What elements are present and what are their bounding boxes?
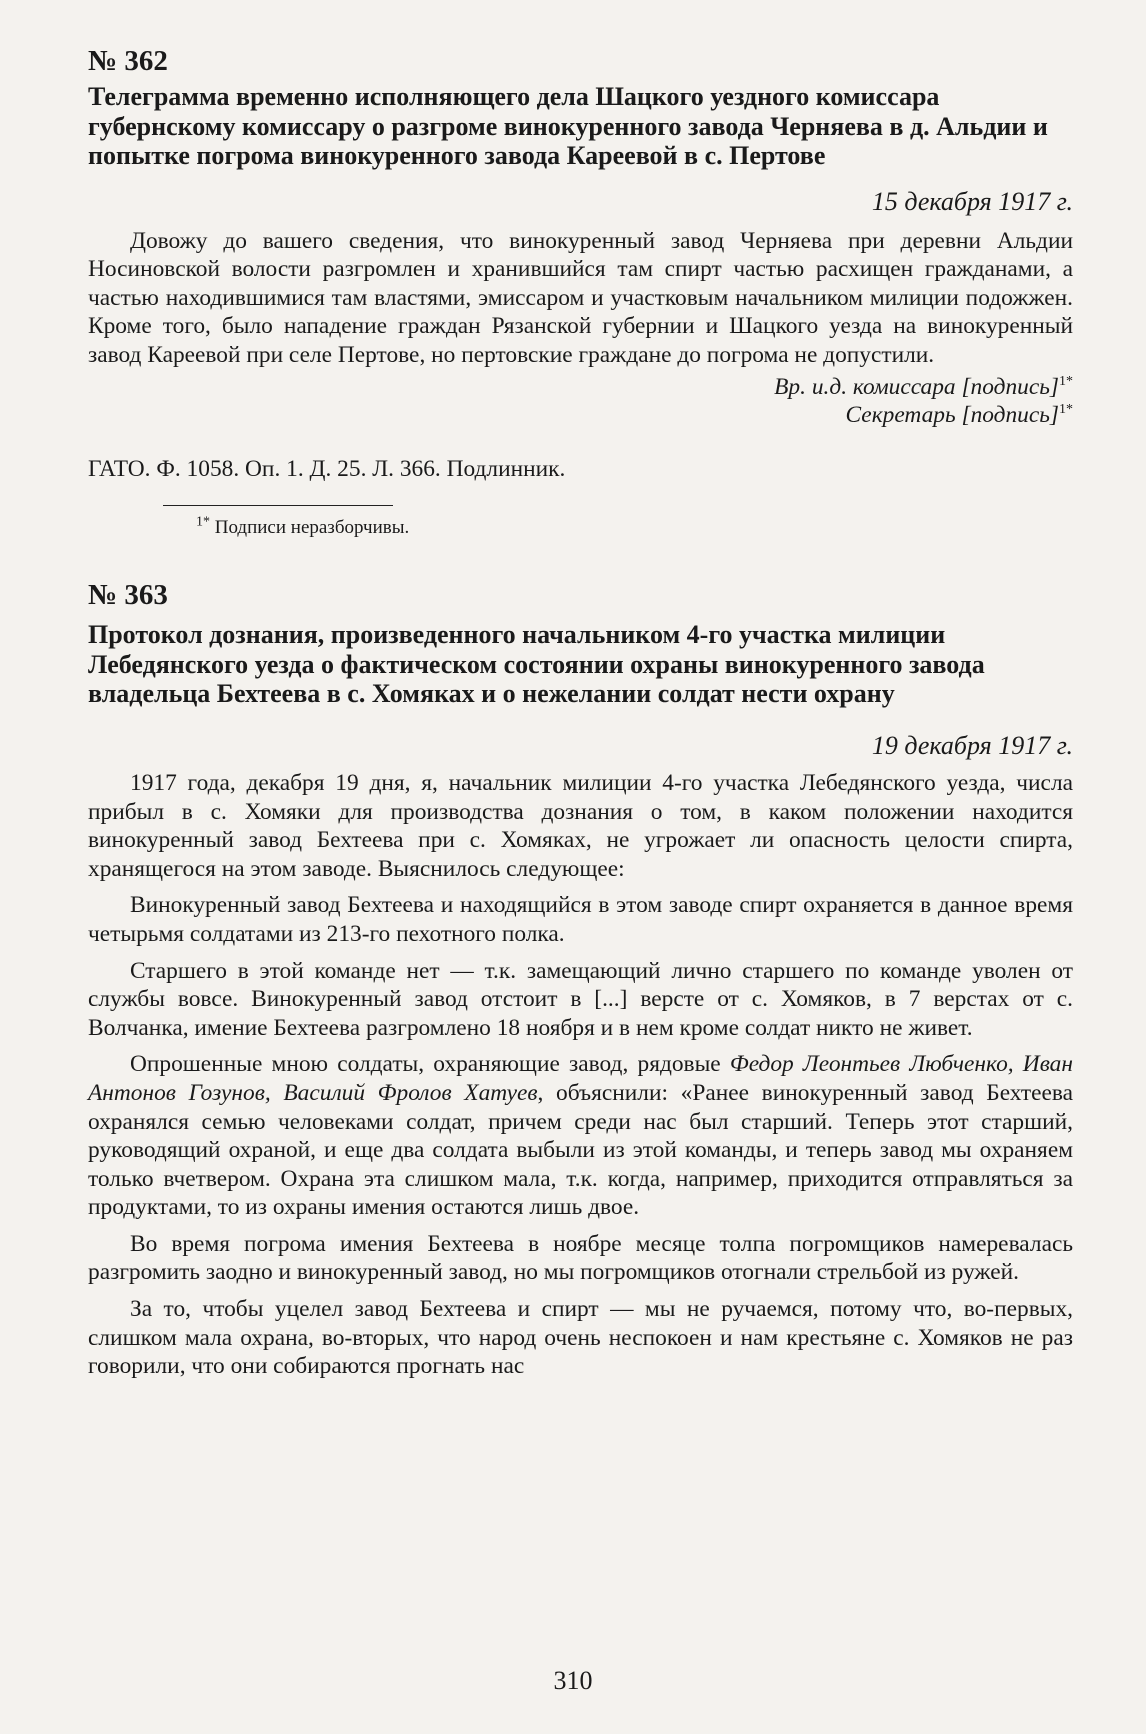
document-date: 15 декабря 1917 г. xyxy=(871,186,1073,216)
paragraph-1: 1917 года, декабря 19 дня, я, начальник милиции 4-го участка Лебедянского уезда, числа прибыл в с. Хомяки для производства дознания о том, в каком положении находится винокуренный завод Бехтеева при с. Хомяках, не угрожает ли опасность целости спирта, хранящегося на этом заводе. Выяснилось следующее: xyxy=(88,769,1073,882)
footnote xyxy=(196,516,1073,540)
document-number: № 362 xyxy=(88,45,168,77)
signature-commissar xyxy=(88,373,1073,401)
paragraph-5: Во время погрома имения Бехтеева в ноябре месяце толпа погромщиков намеревалась разгромить заодно и винокуренный завод, но мы погромщиков отогнали стрельбой из ружей. xyxy=(88,1230,1073,1286)
page-number: 310 xyxy=(553,1666,593,1695)
document-number: № 363 xyxy=(88,579,168,612)
document-date: 19 декабря 1917 г. xyxy=(871,730,1073,760)
paragraph-3: Старшего в этой команде нет — т.к. замещающий лично старшего по команде уволен от службы вовсе. Винокуренный завод отстоит в [...] версте от с. Хомяков, в 7 верстах от с. Волчанка, имение Бехтеева разгромлено 18 ноября и в нем кроме солдат никто не живет. xyxy=(88,957,1073,1041)
footnote-mark: 1* xyxy=(196,515,210,531)
paragraph-4 xyxy=(88,1050,1073,1222)
footnote-text: Подписи неразборчивы. xyxy=(214,517,410,539)
paragraph-4-start: Опрошенные мною солдаты, охраняющие завод, рядовые xyxy=(130,1051,730,1078)
document-body: Довожу до вашего сведения, что винокуренный завод Черняева при деревни Альдии Носиновской волости разгромлен и хранившийся там спирт частью расхищен гражданами, а частью находившимися там властями, эмиссаром и участковым начальником милиции подожжен. Кроме того, было нападение граждан Рязанской губернии и Шацкого уезда на винокуренный завод Кареевой при селе Пертове, но пертовские граждане до погрома не допустили. xyxy=(88,227,1073,368)
paragraph-6: За то, чтобы уцелел завод Бехтеева и спирт — мы не ручаемся, потому что, во-первых, слишком мала охрана, во-вторых, что народ очень неспокоен и нам крестьяне с. Хомяков не раз говорили, что они собираются прогнать нас xyxy=(88,1296,1073,1380)
signature-secretary-mark: 1* xyxy=(1059,402,1073,418)
soldier-names: Федор Леонтьев Любченко, Иван Антонов Гозунов, Василий Фролов Хатуев xyxy=(88,1051,1073,1106)
paragraph-4-end: , объяснили: «Ранее винокуренный завод Бехтеева охранялся семью человеками солдат, причем среди нас был старший. Теперь этот старший, руководящий охраной, и еще два солдата выбыли из этой команды, и теперь завод мы охраняем только вчетвером. Охрана эта слишком мала, т.к. когда, например, приходится отправляться за продуктами, то из охраны имения остаются лишь двое. xyxy=(88,1079,1073,1221)
paragraph-2: Винокуренный завод Бехтеева и находящийся в этом заводе спирт охраняется в данное время четырьмя солдатами из 213-го пехотного полка. xyxy=(88,892,1073,947)
signature-commissar-text: Вр. и.д. комиссара [подпись] xyxy=(774,374,1059,401)
archive-source: ГАТО. Ф. 1058. Оп. 1. Д. 25. Л. 366. Подлинник. xyxy=(88,456,566,483)
signature-secretary xyxy=(88,401,1073,429)
signature-secretary-text: Секретарь [подпись] xyxy=(845,402,1059,429)
document-363 xyxy=(88,578,1073,1380)
page-content xyxy=(88,44,1073,1381)
document-362 xyxy=(88,44,1073,540)
document-title: Телеграмма временно исполняющего дела Шацкого уездного комиссара губернскому комиссару о разгроме винокуренного завода Черняева в д. Альдии и попытке погрома винокуренного завода Кареевой в с. Пертове xyxy=(88,82,1048,170)
signature-commissar-mark: 1* xyxy=(1059,374,1073,390)
document-title: Протокол дознания, произведенного начальником 4-го участка милиции Лебедянского уезда о фактическом состоянии охраны винокуренного завода владельца Бехтеева в с. Хомяках и о нежелании солдат нести охрану xyxy=(88,620,985,709)
footnote-divider xyxy=(163,505,393,506)
